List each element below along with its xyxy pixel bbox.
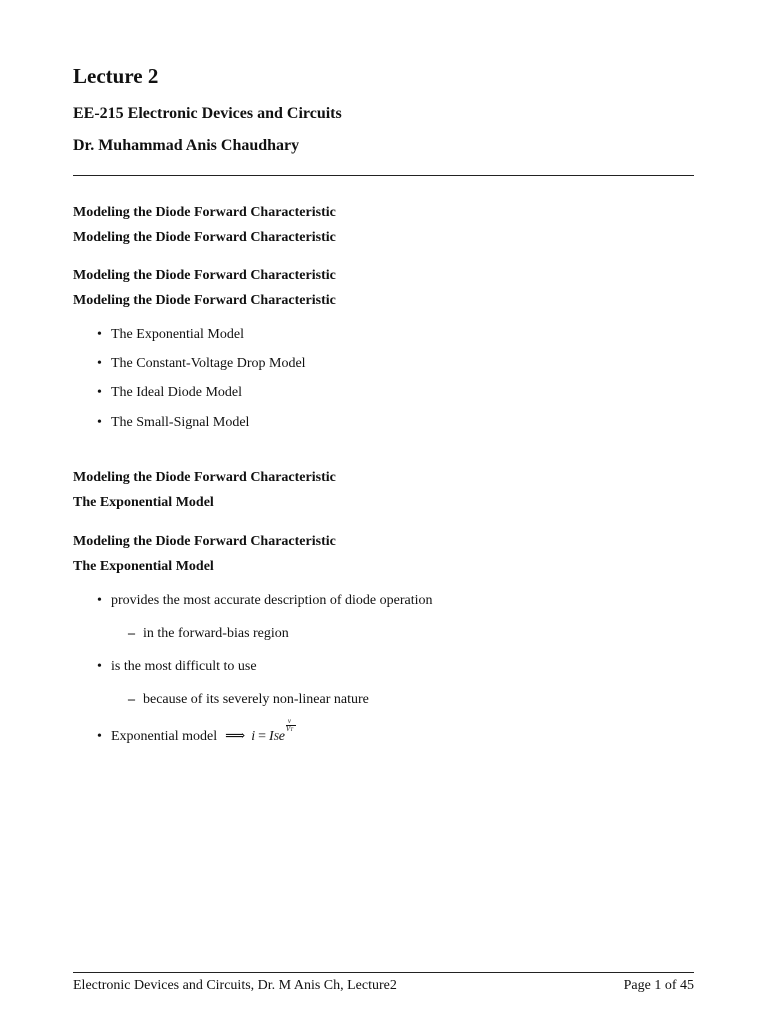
page-number: Page 1 of 45 — [623, 978, 694, 993]
section-subheading: The Exponential Model — [73, 559, 214, 574]
bullet-icon: • — [97, 415, 102, 430]
lecture-title: Lecture 2 — [73, 64, 159, 88]
section-subheading: The Exponential Model — [73, 495, 214, 510]
implies-arrow: ⟹ — [225, 729, 246, 744]
section-heading: Modeling the Diode Forward Characteristic — [73, 205, 336, 220]
list-item-text: Exponential model — [111, 729, 218, 744]
list-item — [97, 355, 306, 373]
bullet-icon: • — [97, 327, 102, 342]
exponent-numerator: v — [287, 717, 292, 725]
dash-icon: – — [128, 626, 135, 641]
document-page — [73, 0, 694, 1024]
eq-coefficient: I — [269, 729, 274, 744]
section-heading: Modeling the Diode Forward Characteristic — [73, 470, 336, 485]
dash-icon: – — [128, 692, 135, 707]
bullet-icon: • — [97, 385, 102, 400]
sub-list-item-text: in the forward-bias region — [143, 626, 289, 641]
list-item-text: is the most difficult to use — [111, 659, 257, 674]
list-item — [97, 384, 242, 402]
author-name: Dr. Muhammad Anis Chaudhary — [73, 137, 300, 154]
section-heading: Modeling the Diode Forward Characteristic — [73, 268, 336, 283]
footer-text: Electronic Devices and Circuits, Dr. M Anis Ch, Lecture2 — [73, 978, 397, 993]
sub-list-item — [128, 691, 369, 709]
list-item-text: The Exponential Model — [111, 327, 244, 342]
exponent-denominator-base: V — [285, 725, 291, 733]
footer-divider — [73, 972, 694, 973]
header-divider — [73, 175, 694, 176]
list-item-text: The Constant-Voltage Drop Model — [111, 356, 306, 371]
list-item — [97, 658, 257, 676]
bullet-icon: • — [97, 593, 102, 608]
eq-equals: = — [258, 729, 267, 744]
list-item-text: provides the most accurate description of diode operation — [111, 593, 433, 608]
exponent-denominator — [286, 725, 293, 735]
exponent-denominator-subscript: T — [290, 728, 293, 733]
course-title: EE-215 Electronic Devices and Circuits — [73, 105, 342, 122]
list-item-text: The Small-Signal Model — [111, 415, 250, 430]
list-item — [97, 414, 249, 432]
eq-base: e — [278, 729, 285, 744]
bullet-icon: • — [97, 356, 102, 371]
section-subheading: Modeling the Diode Forward Characteristic — [73, 293, 336, 308]
eq-coefficient-subscript: S — [273, 732, 279, 743]
section-subheading: Modeling the Diode Forward Characteristic — [73, 230, 336, 245]
list-item — [97, 592, 433, 610]
bullet-icon: • — [97, 659, 102, 674]
eq-exponent — [285, 717, 297, 746]
eq-lhs: i — [251, 729, 256, 744]
list-item — [97, 326, 244, 344]
bullet-icon: • — [97, 729, 102, 744]
exponential-equation — [217, 717, 297, 744]
section-heading: Modeling the Diode Forward Characteristic — [73, 534, 336, 549]
sub-list-item — [128, 625, 289, 643]
list-item-text: The Ideal Diode Model — [111, 385, 243, 400]
list-item — [97, 717, 297, 747]
sub-list-item-text: because of its severely non-linear nature — [143, 692, 369, 707]
